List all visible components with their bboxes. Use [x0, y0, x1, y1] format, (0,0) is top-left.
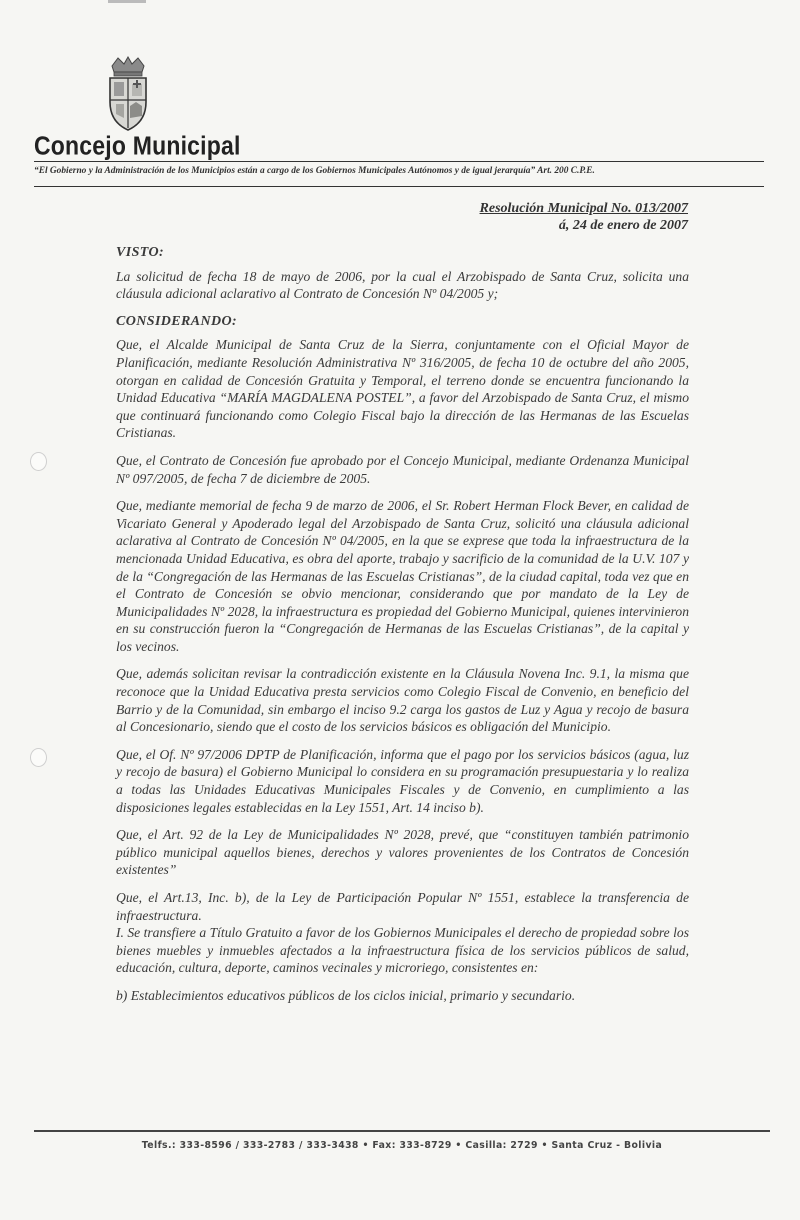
paragraph-oficio: Que, el Of. Nº 97/2006 DPTP de Planificación, informa que el pago por los servicios básicos (agua, luz y recojo de basura) el Gobierno Municipal lo considera en su programación presupuestaria y lo realiza a todas las Unidades Educativas Municipales Fiscales y de Convenio, en cumplimiento a las disposiciones legales establecidas en la Ley 1551, Art. 14 inciso b). — [116, 746, 689, 815]
header-motto: “El Gobierno y la Administración de los Municipios están a cargo de los Gobiernos Municipales Autónomos y de igual jerarquía” Art. 200 C.P.E. — [34, 166, 595, 176]
paragraph-ordenanza: Que, el Contrato de Concesión fue aprobado por el Concejo Municipal, mediante Ordenanza Municipal Nº 097/2005, de fecha 7 de diciembre de 2005. — [116, 452, 689, 486]
visto-text: La solicitud de fecha 18 de mayo de 2006, por la cual el Arzobispado de Santa Cruz, solicita una cláusula adicional aclarativo al Contrato de Concesión Nº 04/2005 y; — [116, 268, 689, 302]
resolution-number: Resolución Municipal No. 013/2007 — [479, 201, 688, 216]
resolution-date: á, 24 de enero de 2007 — [558, 218, 688, 233]
top-edge-mark — [108, 0, 146, 3]
header-rule — [34, 161, 764, 162]
document-body — [116, 244, 689, 1015]
paragraph-memorial: Que, mediante memorial de fecha 9 de marzo de 2006, el Sr. Robert Herman Flock Bever, en calidad de Vicariato General y Apoderado legal del Arzobispado de Santa Cruz, solicitó una cláusula adicional aclarativa al Contrato de Concesión Nº 04/2005, en la que se exprese que toda la infraestructura de la mencionada Unidad Educativa, es obra del aporte, trabajo y sacrificio de la comunidad de la U.V. 107 y de la “Congregación de las Hermanas de las Escuelas Cristianas”, de la ciudad capital, toda vez que en el Contrato de Concesión se obvio mencionar, considerando que por mandato de la Ley de Municipalidades Nº 2028, la infraestructura es propiedad del Gobierno Municipal, quienes intervinieron en su construcción fueron la “Congregación de Hermanas de las Escuelas Cristianas”, de la capital y los vecinos. — [116, 498, 689, 654]
punch-hole — [30, 748, 47, 767]
paragraph-art13: Que, el Art.13, Inc. b), de la Ley de Participación Popular Nº 1551, establece la transferencia de infraestructura. — [116, 890, 689, 923]
paragraph-clausula: Que, además solicitan revisar la contradicción existente en la Cláusula Novena Inc. 9.1, la misma que reconoce que la Unidad Educativa presta servicios como Colegio Fiscal de Convenio, en beneficio del Barrio y de la Comunidad, sin embargo el inciso 9.2 carga los gastos de Luz y Agua y recojo de basura al Concesionario, siendo que el costo de los servicios básicos es obligación del Municipio. — [116, 666, 689, 735]
punch-hole — [30, 452, 47, 471]
coat-of-arms-icon — [104, 56, 152, 132]
paragraph-item-b: b) Establecimientos educativos públicos de los ciclos inicial, primario y secundario. — [116, 987, 576, 1003]
footer-rule — [34, 1130, 770, 1132]
paragraph-item-1: I. Se transfiere a Título Gratuito a favor de los Gobiernos Municipales el derecho de propiedad sobre los bienes muebles y inmuebles afectados a la infraestructura física de los servicios públicos de salud, educación, cultura, deporte, caminos vecinales y microriego, consistentes en: — [116, 925, 689, 976]
visto-heading: VISTO: — [116, 245, 165, 260]
paragraph-concesion: Que, el Alcalde Municipal de Santa Cruz de la Sierra, conjuntamente con el Oficial Mayor de Planificación, mediante Resolución Administrativa Nº 316/2005, de fecha 10 de octubre del año 2005, otorgan en calidad de Concesión Gratuita y Temporal, el terreno donde se encuentra funcionando la Unidad Educativa “MARÍA MAGDALENA POSTEL”, a favor del Arzobispado de Santa Cruz, el mismo que continuará funcionando como Colegio Fiscal bajo la dirección de las Hermanas de las Escuelas Cristianas. — [116, 337, 689, 441]
paragraph-art92: Que, el Art. 92 de la Ley de Municipalidades Nº 2028, prevé, que “constituyen también patrimonio público municipal aquellos bienes, derechos y valores provenientes de los Contratos de Concesión existentes” — [116, 827, 689, 878]
footer-contact: Telfs.: 333-8596 / 333-2783 / 333-3438 • Fax: 333-8729 • Casilla: 2729 • Santa Cruz - Bolivia — [141, 1140, 663, 1151]
institution-title: Concejo Municipal — [34, 131, 241, 161]
motto-rule — [34, 186, 764, 187]
considerando-heading: CONSIDERANDO: — [116, 313, 238, 329]
